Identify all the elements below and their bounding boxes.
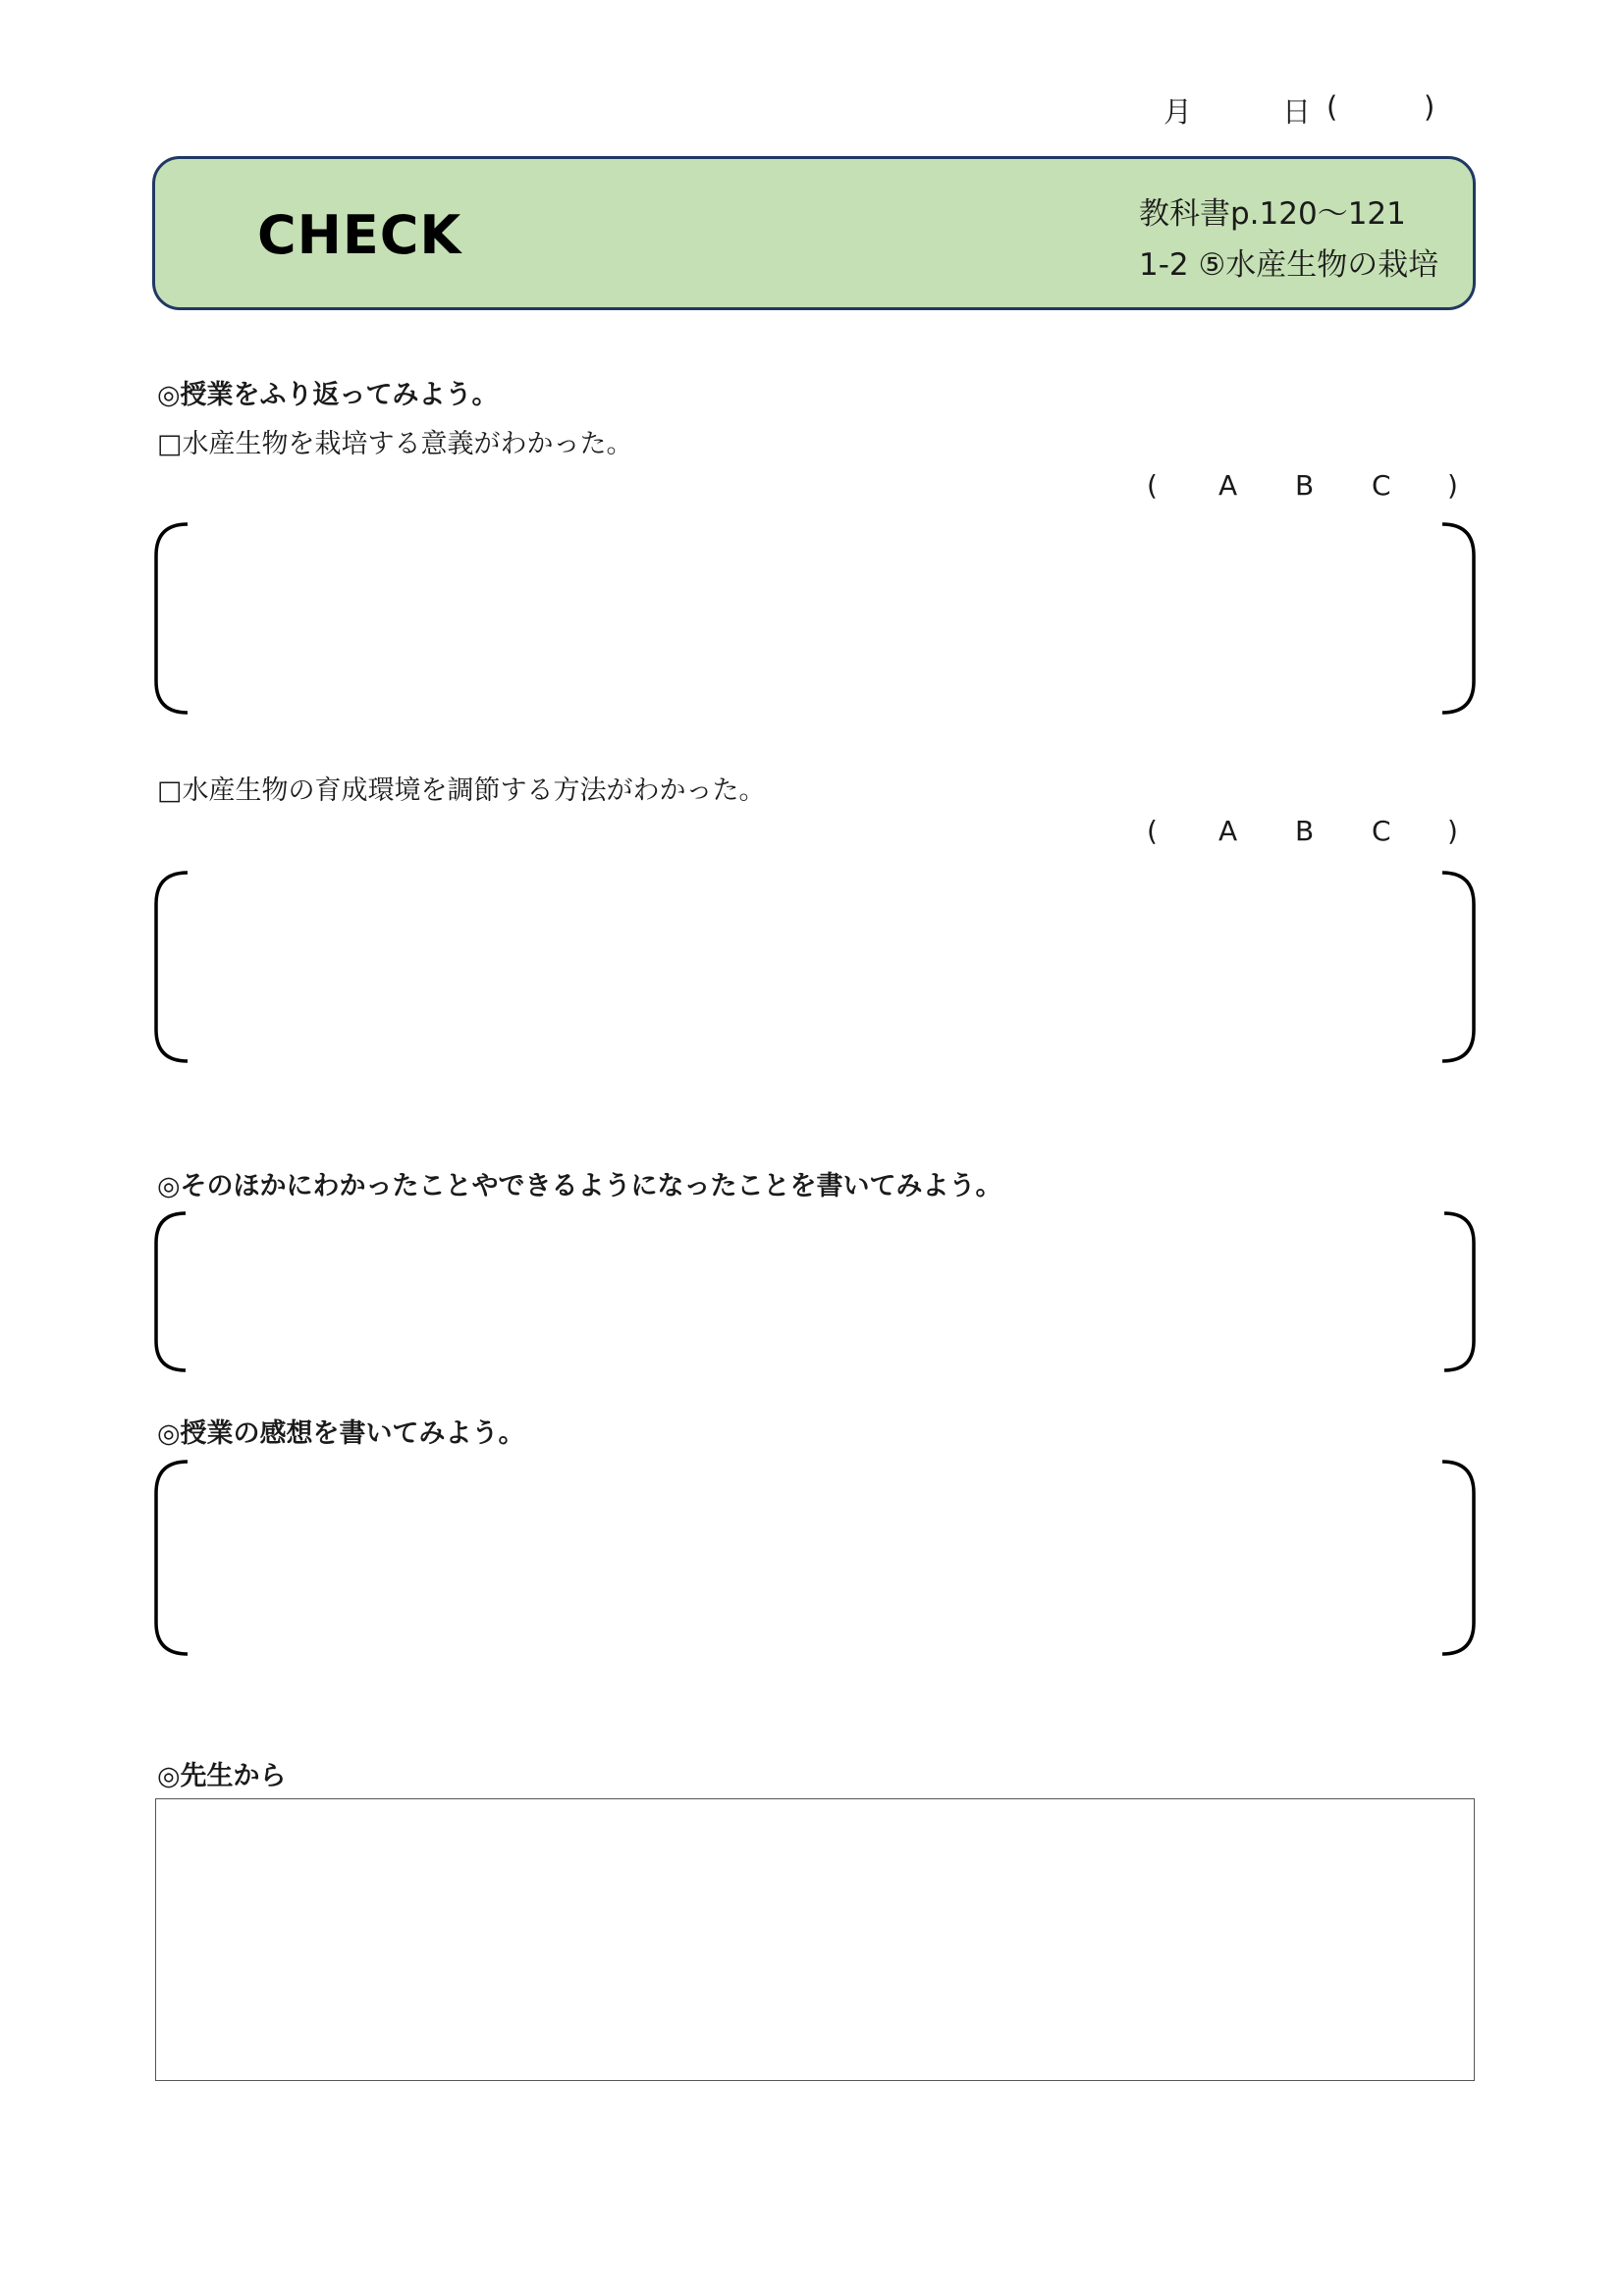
rating-close-paren: ) [1447,469,1458,502]
impressions-box[interactable] [152,1458,1478,1659]
day-label: 日 [1282,95,1312,129]
checklist-item-environment[interactable]: □水産生物の育成環境を調節する方法がわかった。 [157,775,766,806]
answer-box-1[interactable] [152,520,1478,717]
other-learning-box[interactable] [152,1209,1478,1374]
rating-open-paren: ( [1147,815,1158,847]
rating-c[interactable]: C [1372,469,1391,502]
teacher-heading: ◎先生から [157,1761,287,1791]
check-title: CHECK [257,204,462,266]
impressions-heading: ◎授業の感想を書いてみよう。 [157,1418,525,1449]
header-box [152,156,1476,310]
month-label: 月 [1163,95,1193,129]
rating-open-paren: ( [1147,469,1158,502]
rating-c[interactable]: C [1372,815,1391,847]
rating-a[interactable]: A [1218,469,1238,502]
lesson-title: 1-2 ⑤水産生物の栽培 [1139,247,1439,283]
checklist-item-significance[interactable]: □水産生物を栽培する意義がわかった。 [157,429,633,459]
textbook-reference: 教科書p.120～121 [1139,196,1406,232]
answer-box-2[interactable] [152,869,1478,1065]
rating-b[interactable]: B [1295,469,1315,502]
rating-b[interactable]: B [1295,815,1315,847]
rating-a[interactable]: A [1218,815,1238,847]
rating-close-paren: ) [1447,815,1458,847]
reflection-heading: ◎授業をふり返ってみよう。 [157,380,499,410]
other-learning-heading: ◎そのほかにわかったことやできるようになったことを書いてみよう。 [157,1171,1002,1201]
weekday-close-paren: ) [1424,90,1435,124]
weekday-open-paren: ( [1326,90,1338,124]
teacher-comment-box[interactable] [155,1798,1475,2081]
